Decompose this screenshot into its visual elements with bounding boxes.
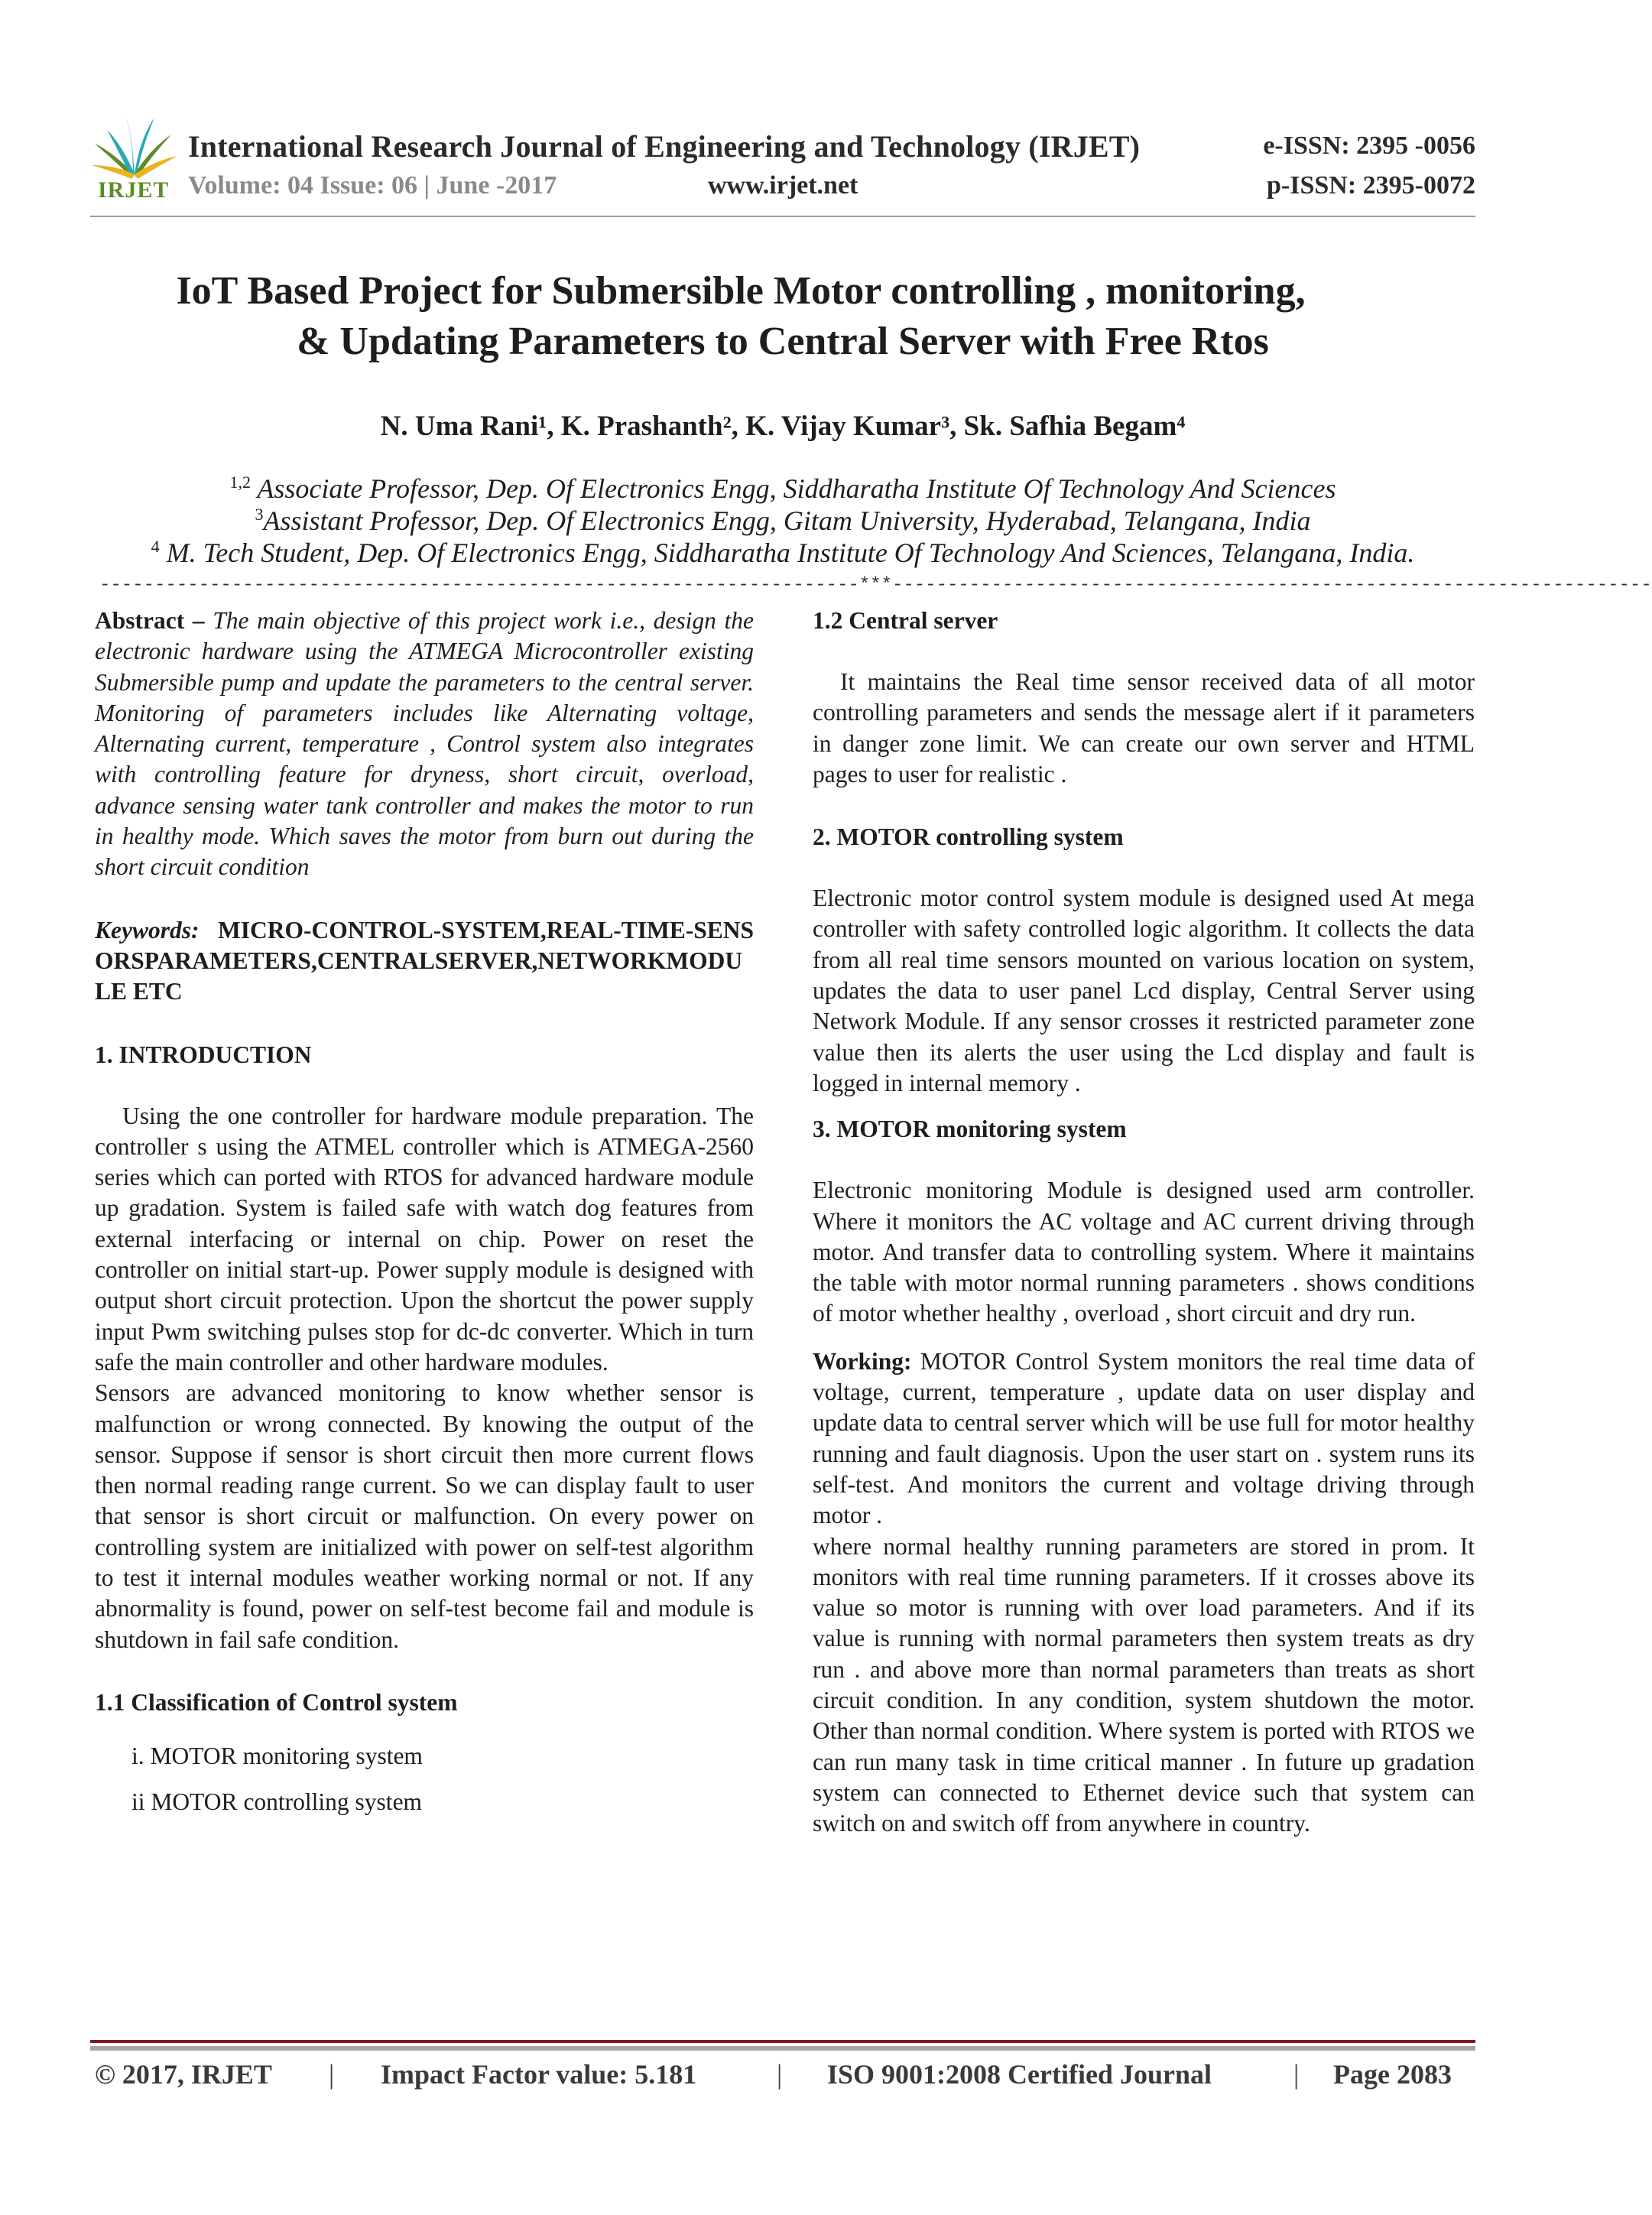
working-paragraph (813, 1346, 1475, 1531)
affiliation-3 (90, 537, 1475, 569)
header-divider (90, 216, 1475, 217)
keywords (95, 915, 754, 1008)
paper-title (90, 266, 1475, 367)
title-line-1: IoT Based Project for Submersible Motor controlling , monitoring, (176, 269, 1306, 313)
irjet-logo (90, 107, 180, 206)
logo-text: IRJET (98, 177, 170, 203)
author-list: N. Uma Rani¹, K. Prashanth², K. Vijay Kumar³, Sk. Safhia Begam⁴ (380, 411, 1186, 442)
list-item: i. MOTOR monitoring system (131, 1742, 423, 1769)
journal-header (90, 107, 1475, 222)
footer-divider-bottom (90, 2046, 1475, 2051)
working-text: MOTOR Control System monitors the real time data of voltage, current, temperature , update data on user display and update data to central server which will be use full for motor healthy running and fault diagnosis. Upon the user start on . system runs its self-test. And monitors the current and voltage driving through motor . (813, 1347, 1475, 1529)
working-paragraph-2: where normal healthy running parameters are stored in prom. It monitors with real time running parameters. If it crosses above its value so motor is running with over load parameters. And if its value is running with normal parameters then system treats as dry run . and above more than normal parameters than treats as short circuit condition. In any condition, system shutdown the motor. Other than normal condition. Where system is ported with RTOS we can run many task in time critical manner . In future up gradation system can connected to Ethernet device such that system can switch on and switch off from anywhere in country. (813, 1532, 1475, 1837)
affiliation-2-marker: 3 (255, 505, 264, 524)
keywords-text: MICRO-CONTROL-SYSTEM,REAL-TIME-SENSORSPARAMETERS,CENTRALSERVER,NETWORKMODULE ETC (95, 916, 754, 1005)
abstract-text: The main objective of this project work i.e., design the electronic hardware using the ATMEGA Microcontroller existing Submersible pump and update the parameters to the central server. Monitoring of parameters includes like Alternating voltage, Alternating current, temperature , Control system also integrates with controlling feature for dryness, short circuit, overload, advance sensing water tank controller and makes the motor to run in healthy mode. Which saves the motor from burn out during the short circuit condition (95, 607, 754, 881)
footer-separator: | (329, 2059, 335, 2090)
footer-page-number: Page 2083 (1333, 2059, 1452, 2090)
affiliation-1 (90, 473, 1475, 505)
p-issn: p-ISSN: 2395-0072 (1267, 171, 1475, 200)
affiliation-2 (90, 505, 1475, 537)
volume-issue: Volume: 04 Issue: 06 | June -2017 (188, 171, 557, 200)
introduction-paragraph-1: Using the one controller for hardware module preparation. The controller s using the ATMEL controller which is ATMEGA-2560 series which can ported with RTOS for advanced hardware module up gradation. System is failed safe with watch dog features from external interfacing or internal on chip. Power on reset the controller on initial start-up. Power supply module is designed with output short circuit protection. Upon the shortcut the power supply input Pwm switching pulses stop for dc-dc converter. Which in turn safe the main controller and other hardware modules. (95, 1102, 754, 1375)
footer-separator: | (1293, 2059, 1300, 2090)
working-label: Working: (813, 1347, 912, 1375)
journal-website-link[interactable]: www.irjet.net (708, 171, 858, 200)
motor-monitoring-text: Electronic monitoring Module is designed used arm controller. Where it monitors the AC voltage and AC current driving through motor. And transfer data to controlling system. Where it maintains the table with motor normal running parameters . shows conditions of motor whether healthy , overload , short circuit and dry run. (813, 1177, 1475, 1327)
keywords-colon: : (191, 916, 200, 943)
e-issn: e-ISSN: 2395 -0056 (1263, 132, 1475, 160)
left-column (95, 606, 754, 1825)
irjet-logo-icon (90, 107, 180, 184)
motor-controlling-text: Electronic motor control system module is designed used At mega controller with safety controlled logic algorithm. It collects the data from all real time sensors mounted on various location on system, updates the data to user panel Lcd display, Central Server using Network Module. If any sensor crosses it restricted parameter zone value then its alerts the user using the Lcd display and fault is logged in internal memory . (813, 885, 1475, 1096)
keywords-label: Keywords (95, 916, 191, 943)
introduction-paragraph-2: Sensors are advanced monitoring to know whether sensor is malfunction or wrong connected. By knowing the output of the sensor. Suppose if sensor is short circuit then more current flows then normal reading range current. So we can display fault to user that sensor is short circuit or malfunction. On every power on controlling system are initialized with power on self-test algorithm to test it internal modules weather working normal or not. If any abnormality is found, power on self-test become fail and module is shutdown in fail safe condition. (95, 1379, 754, 1653)
footer-iso: ISO 9001:2008 Certified Journal (827, 2059, 1212, 2090)
list-item: ii MOTOR controlling system (131, 1788, 423, 1815)
right-column (813, 606, 1475, 1840)
central-server-heading: 1.2 Central server (813, 607, 998, 634)
affiliation-1-marker: 1,2 (229, 473, 251, 492)
affiliation-3-marker: 4 (151, 537, 160, 556)
motor-controlling-heading: 2. MOTOR controlling system (813, 823, 1124, 851)
journal-title: International Research Journal of Engineering and Technology (IRJET) (188, 129, 1141, 164)
introduction-heading: 1. INTRODUCTION (95, 1041, 312, 1068)
footer-divider-top (90, 2040, 1475, 2043)
affiliation-3-text: M. Tech Student, Dep. Of Electronics Engg, Siddharatha Institute Of Technology And Sciences, Telangana, India. (159, 538, 1415, 568)
section-separator: ---------------------------------------------------------------------***--------------------------------------------------------------------- (99, 575, 1652, 596)
classification-heading: 1.1 Classification of Control system (95, 1688, 458, 1716)
motor-monitoring-heading: 3. MOTOR monitoring system (813, 1116, 1127, 1143)
footer-impact-factor: Impact Factor value: 5.181 (381, 2059, 697, 2090)
footer-separator: | (777, 2059, 783, 2090)
central-server-text: It maintains the Real time sensor received data of all motor controlling parameters and sends the message alert if it parameters in danger zone limit. We can create our own server and HTML pages to user for realistic . (813, 668, 1475, 788)
abstract-label: Abstract – (95, 607, 205, 634)
title-line-2: & Updating Parameters to Central Server with Free Rtos (297, 320, 1269, 363)
affiliation-1-text: Associate Professor, Dep. Of Electronics Engg, Siddharatha Institute Of Technology And Sciences (250, 473, 1336, 504)
abstract (95, 606, 754, 883)
footer-copyright: © 2017, IRJET (95, 2059, 272, 2090)
affiliation-2-text: Assistant Professor, Dep. Of Electronics Engg, Gitam University, Hyderabad, Telangana, India (263, 505, 1311, 536)
